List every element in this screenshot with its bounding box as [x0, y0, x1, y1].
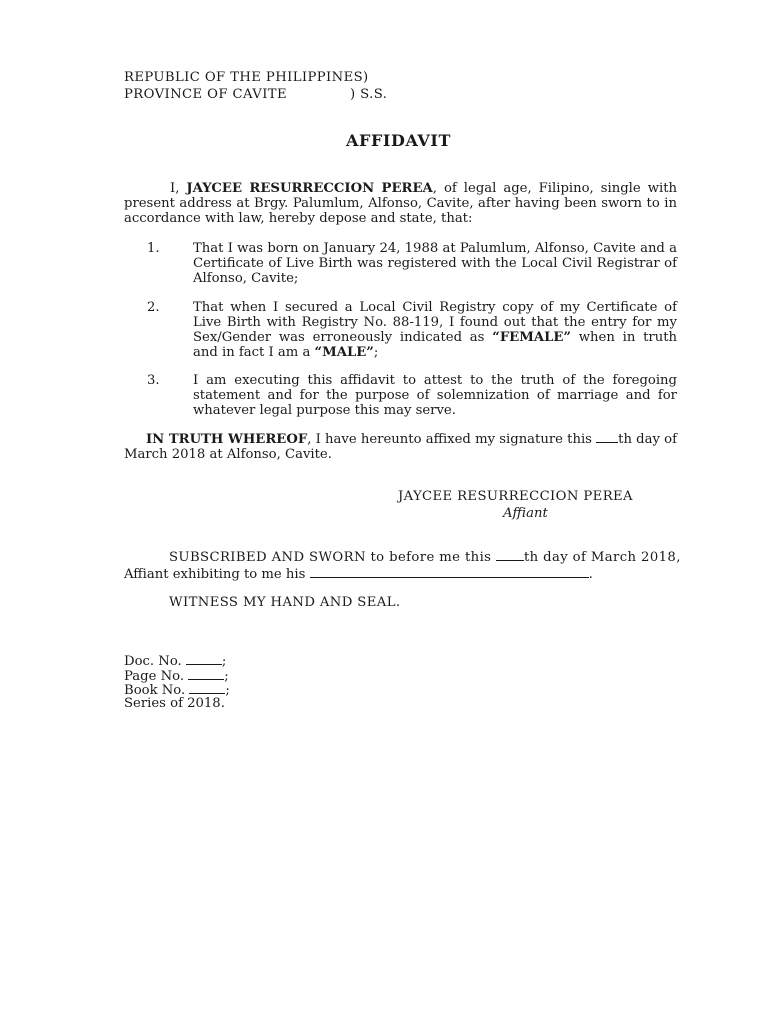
affiant-name-inline: JAYCEE RESURRECCION PEREA: [186, 181, 433, 196]
series-line: Series of 2018.: [124, 696, 225, 711]
doc-no-end: ;: [221, 654, 227, 669]
truth-text-b: th day of March 2018 at Alfonso, Cavite.: [124, 432, 677, 462]
intro-rest: , of legal age, Filipino, single with present address at Brgy. Palumlum, Alfonso, Cavite, after having been sworn to in accordance with law, hereby depose and state, that:: [124, 181, 678, 226]
jurat-line-1: [169, 549, 681, 565]
venue-province: PROVINCE OF CAVITE: [124, 87, 288, 102]
item-2-text: [193, 300, 677, 360]
item-1-number: 1.: [147, 241, 160, 256]
jurat-line-2: [124, 566, 593, 582]
jurat-text-a: SUBSCRIBED AND SWORN to before me this: [169, 550, 496, 565]
venue-ss: ) S.S.: [350, 87, 388, 102]
item-2-number: 2.: [147, 300, 160, 315]
document-title: AFFIDAVIT: [346, 131, 451, 150]
intro-prefix: I,: [170, 181, 187, 196]
doc-no-blank: [186, 653, 222, 665]
truth-lead: IN TRUTH WHEREOF: [146, 432, 308, 447]
book-no-end: ;: [225, 683, 230, 698]
item-1-text: That I was born on January 24, 1988 at Palumlum, Alfonso, Cavite and a Certificate of Live Birth was registered with the Local Civil Registrar of Alfonso, Cavite;: [193, 241, 677, 286]
page-no-label: Page No.: [124, 669, 189, 684]
signature-name: JAYCEE RESURRECCION PEREA: [398, 489, 633, 504]
signature-day-blank: [596, 431, 618, 443]
page-no-blank: [188, 668, 224, 680]
intro-paragraph: [124, 181, 677, 226]
jurat-text-d: .: [588, 567, 593, 582]
doc-no-label: Doc. No.: [124, 654, 186, 669]
book-no-label: Book No.: [124, 683, 190, 698]
jurat-day-blank: [496, 549, 524, 561]
jurat-text-b: th day of March 2018,: [523, 550, 681, 565]
page-no-end: ;: [224, 669, 229, 684]
item-2-text-a: That when I secured a Local Civil Registry copy of my Certificate of Live Birth with Registry No. 88-119, I found out that the entry for my Sex/Gender was erroneously indicated as: [193, 300, 677, 345]
item-2-text-b: when in truth and in fact I am a: [193, 330, 677, 360]
truth-text-a: , I have hereunto affixed my signature this: [307, 432, 597, 447]
item-3-number: 3.: [147, 373, 160, 388]
book-no-blank: [189, 682, 225, 694]
item-2-text-c: ;: [373, 345, 379, 360]
female-value: “FEMALE”: [492, 330, 571, 345]
jurat-text-c: Affiant exhibiting to me his: [124, 567, 310, 582]
venue-republic: REPUBLIC OF THE PHILIPPINES): [124, 70, 369, 85]
male-value: “MALE”: [314, 345, 374, 360]
doc-no-line: [124, 653, 226, 669]
signature-role: Affiant: [503, 506, 548, 521]
truth-paragraph: [124, 431, 677, 462]
item-3-text: I am executing this affidavit to attest to the truth of the foregoing statement and for the purpose of solemnization of marriage and for whatever legal purpose this may serve.: [193, 373, 677, 418]
id-blank: [310, 566, 589, 578]
witness-line: WITNESS MY HAND AND SEAL.: [169, 595, 401, 610]
